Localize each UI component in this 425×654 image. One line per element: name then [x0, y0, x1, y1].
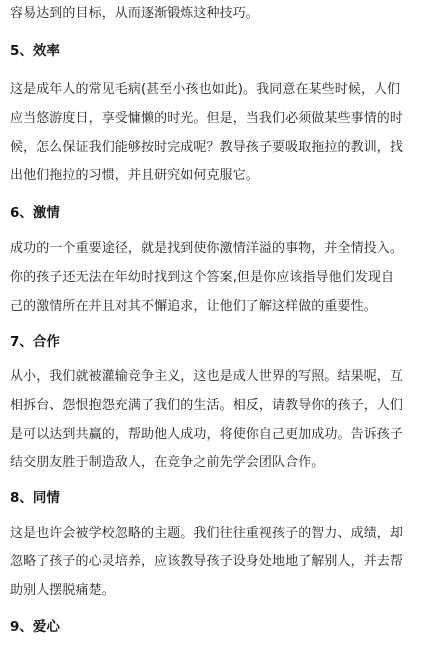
paragraph-line: 候，怎么保证我们能够按时完成呢？教导孩子要吸取拖拉的教训，找 — [10, 140, 404, 155]
section-heading-passion: 6、激情 — [10, 205, 60, 221]
section-heading-love: 9、爱心 — [10, 619, 60, 635]
intro-text-line: 容易达到的目标，从而逐渐锻炼这种技巧。 — [10, 6, 259, 21]
section-heading-efficiency: 5、效率 — [10, 43, 60, 59]
paragraph-line: 忽略了孩子的心灵培养，应该教导孩子设身处地地了解别人，并去帮 — [10, 554, 404, 569]
paragraph-line: 助别人摆脱痛楚。 — [10, 583, 115, 598]
paragraph-line: 从小，我们就被灌输竞争主义，这也是成人世界的写照。结果呢，互 — [10, 369, 404, 384]
paragraph-line: 是可以达到共赢的，帮助他人成功，将使你自己更加成功。告诉孩子 — [10, 427, 404, 442]
paragraph-line: 出他们拖拉的习惯，并且研究如何克服它。 — [10, 168, 259, 183]
paragraph-line: 己的激情所在并且对其不懈追求，让他们了解这样做的重要性。 — [10, 299, 377, 314]
paragraph-line: 应当悠游度日，享受慵懒的时光。但是，当我们必须做某些事情的时 — [10, 111, 404, 126]
paragraph-line: 成功的一个重要途径，就是找到使你激情洋溢的事物，并全情投入。 — [10, 241, 404, 256]
section-heading-empathy: 8、同情 — [10, 490, 60, 506]
paragraph-line: 结交朋友胜于制造敌人，在竞争之前先学会团队合作。 — [10, 455, 325, 470]
paragraph-line: 这是成年人的常见毛病(甚至小孩也如此)。我同意在某些时候，人们 — [10, 82, 401, 97]
paragraph-line: 你的孩子还无法在年幼时找到这个答案,但是你应该指导他们发现自 — [10, 270, 395, 285]
section-heading-cooperation: 7、合作 — [10, 334, 60, 350]
paragraph-line: 这是也许会被学校忽略的主题。我们往往重视孩子的智力、成绩，却 — [10, 526, 404, 541]
paragraph-line: 相拆台、怨恨抱怨充满了我们的生活。相反，请教导你的孩子，人们 — [10, 398, 404, 413]
